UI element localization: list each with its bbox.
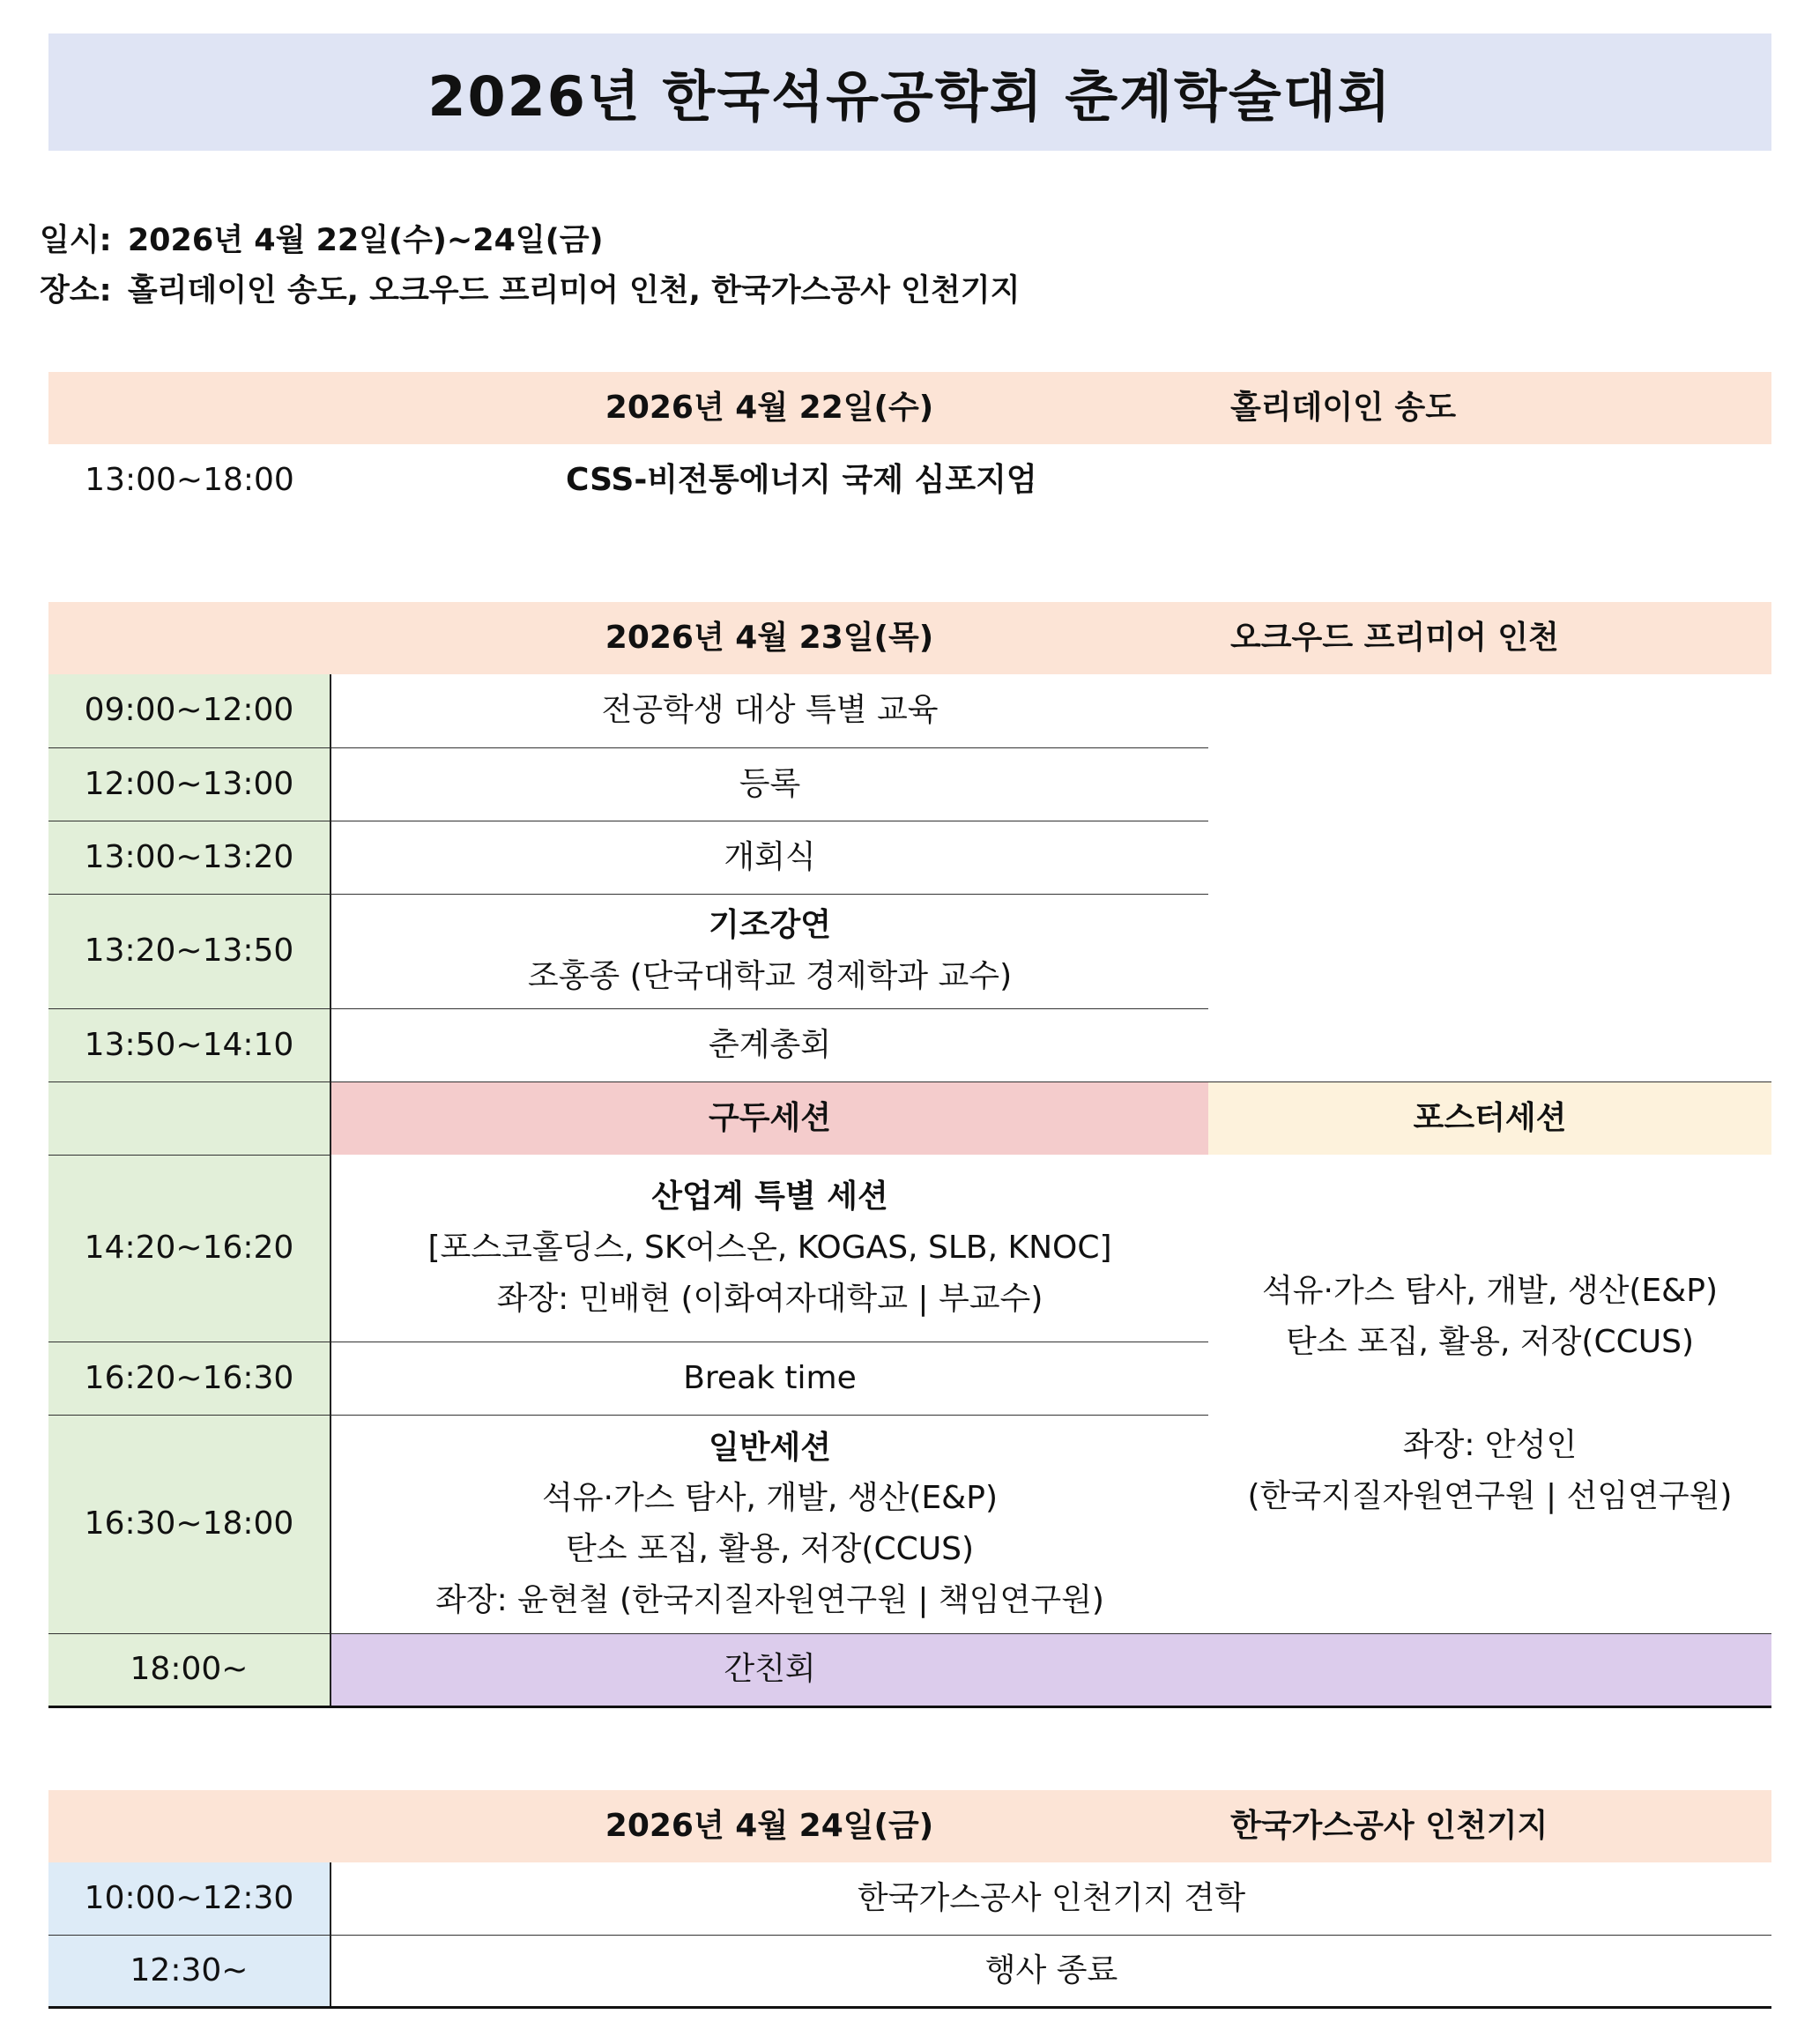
day1-date: 2026년 4월 22일(수) (330, 372, 1208, 444)
day3-venue: 한국가스공사 인천기지 (1208, 1790, 1771, 1862)
table-row (48, 1155, 1771, 1342)
time-cell: 09:00~12:00 (48, 674, 330, 747)
day1-header (48, 372, 1771, 444)
event-cell: 춘계총회 (330, 1008, 1208, 1081)
industry-session-cell (330, 1155, 1208, 1342)
day3-header-blank (48, 1790, 330, 1862)
day2-schedule (48, 602, 1771, 1708)
industry-session-companies: [포스코홀딩스, SK어스온, KOGAS, SLB, KNOC] (427, 1229, 1112, 1266)
reception-side-cell (1208, 1633, 1771, 1706)
day1-venue: 홀리데이인 송도 (1208, 372, 1771, 444)
time-cell: 13:50~14:10 (48, 1008, 330, 1081)
date-label: 일시: (40, 223, 112, 258)
date-value: 2026년 4월 22일(수)~24일(금) (127, 223, 604, 258)
event-cell: Break time (330, 1342, 1208, 1415)
poster-session-cell (1208, 1155, 1771, 1633)
time-cell: 16:20~16:30 (48, 1342, 330, 1415)
oral-session-header: 구두세션 (330, 1081, 1208, 1155)
time-cell: 10:00~12:30 (48, 1862, 330, 1935)
day3-header (48, 1790, 1771, 1862)
page-title: 2026년 한국석유공학회 춘계학술대회 (48, 33, 1771, 151)
general-session-title: 일반세션 (708, 1429, 832, 1466)
keynote-cell (330, 894, 1208, 1008)
venue-blank-cell (1208, 674, 1771, 1081)
day1-schedule (48, 372, 1771, 517)
general-session-cell (330, 1415, 1208, 1633)
place-label: 장소: (40, 273, 112, 308)
time-cell: 14:20~16:20 (48, 1155, 330, 1342)
event-cell: 개회식 (330, 821, 1208, 894)
time-cell: 12:00~13:00 (48, 747, 330, 821)
keynote-title: 기조강연 (708, 907, 832, 944)
time-cell-blank (48, 1081, 330, 1155)
poster-spacer (1208, 1367, 1771, 1420)
time-cell: 13:00~13:20 (48, 821, 330, 894)
time-cell: 16:30~18:00 (48, 1415, 330, 1633)
poster-chair-affiliation: (한국지질자원연구원 | 선임연구원) (1247, 1477, 1733, 1514)
poster-topic-1: 석유·가스 탐사, 개발, 생산(E&P) (1261, 1273, 1719, 1310)
time-cell: 18:00~ (48, 1633, 330, 1706)
session-header-row (48, 1081, 1771, 1155)
time-cell: 13:20~13:50 (48, 894, 330, 1008)
table-row (48, 1633, 1771, 1706)
day2-header (48, 602, 1771, 674)
event-date (40, 216, 609, 260)
poster-session-header: 포스터세션 (1208, 1081, 1771, 1155)
event-cell: 한국가스공사 인천기지 견학 (330, 1862, 1771, 1935)
general-session-topic-1: 석유·가스 탐사, 개발, 생산(E&P) (541, 1480, 999, 1517)
poster-topic-2: 탄소 포집, 활용, 저장(CCUS) (1286, 1323, 1694, 1360)
time-cell: 13:00~18:00 (85, 462, 294, 499)
table-row (48, 674, 1771, 747)
event-cell: 전공학생 대상 특별 교육 (330, 674, 1208, 747)
event-cell: 등록 (330, 747, 1208, 821)
day3-date: 2026년 4월 24일(금) (330, 1790, 1208, 1862)
day2-venue: 오크우드 프리미어 인천 (1208, 602, 1771, 674)
day3-schedule (48, 1790, 1771, 2009)
event-cell: CSS-비전통에너지 국제 심포지엄 (566, 462, 1037, 499)
event-cell: 행사 종료 (330, 1935, 1771, 2007)
table-row (48, 1862, 1771, 1935)
general-session-topic-2: 탄소 포집, 활용, 저장(CCUS) (566, 1531, 974, 1567)
table-row (48, 1935, 1771, 2007)
keynote-speaker: 조홍종 (단국대학교 경제학과 교수) (527, 958, 1013, 994)
industry-session-chair: 좌장: 민배현 (이화여자대학교 | 부교수) (496, 1280, 1043, 1317)
day1-header-blank (48, 372, 330, 444)
table-row (48, 444, 1771, 517)
place-value: 홀리데이인 송도, 오크우드 프리미어 인천, 한국가스공사 인천기지 (127, 273, 1021, 308)
reception-cell: 간친회 (330, 1633, 1208, 1706)
industry-session-title: 산업계 특별 세션 (651, 1178, 888, 1215)
event-place (40, 266, 1025, 310)
time-cell: 12:30~ (48, 1935, 330, 2007)
poster-chair: 좌장: 안성인 (1402, 1427, 1578, 1464)
day2-header-blank (48, 602, 330, 674)
general-session-chair: 좌장: 윤현철 (한국지질자원연구원 | 책임연구원) (435, 1581, 1104, 1618)
day2-date: 2026년 4월 23일(목) (330, 602, 1208, 674)
